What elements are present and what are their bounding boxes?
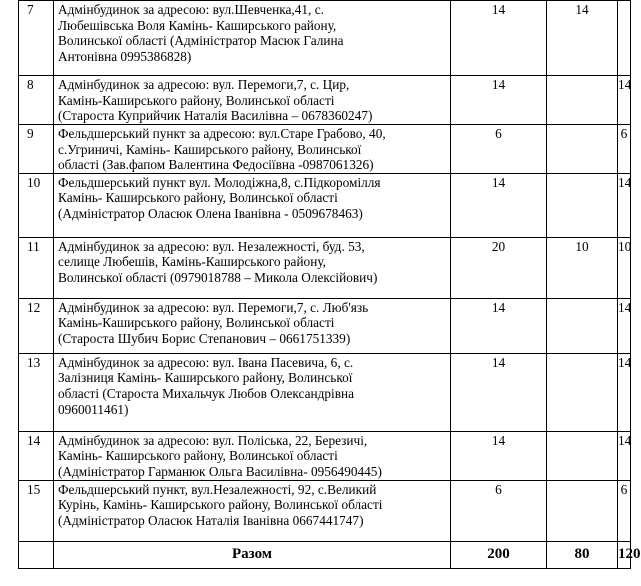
- capacity-c2: [547, 480, 618, 541]
- description-line: Фельдшерський пункт вул. Молодіжна,8, с.Підкоромілля: [58, 174, 381, 190]
- capacity-c3: 14: [618, 353, 631, 431]
- table-row: [19, 173, 631, 237]
- location-description: [54, 237, 451, 298]
- capacity-c3: [618, 1, 631, 76]
- capacity-c1: 6: [451, 480, 547, 541]
- table-row: [19, 125, 631, 174]
- description-line: Фельдшерський пункт за адресою: вул.Старе Грабово, 40,: [58, 126, 386, 141]
- location-description: [54, 76, 451, 125]
- description-line: області (Зав.фапом Валентина Федосіївна -0987061326): [58, 157, 374, 173]
- capacity-c3: 14: [618, 298, 631, 353]
- table-row: [19, 480, 631, 541]
- document-page: [18, 0, 641, 569]
- capacity-c2: [547, 298, 618, 353]
- table-row: [19, 431, 631, 480]
- description-line: Камінь-Каширського району, Волинської області: [58, 315, 335, 331]
- description-line: Волинської області (0979018788 – Микола Олексійович): [58, 269, 378, 285]
- table-row: [19, 1, 631, 76]
- description-line: Адмінбудинок за адресою: вул. Івана Пасевича, 6, с.: [58, 354, 354, 370]
- capacity-c1: 14: [451, 353, 547, 431]
- description-line: Адмінбудинок за адресою: вул. Поліська, 22, Березичі,: [58, 432, 368, 448]
- description-line: (Адміністратор Оласюк Олена Іванівна - 0509678463): [58, 205, 363, 221]
- capacity-c2: 10: [547, 237, 618, 298]
- row-number: 9: [19, 125, 54, 174]
- description-line: Камінь-Каширського району, Волинської області: [58, 92, 335, 108]
- capacity-c1: 6: [451, 125, 547, 174]
- row-number: 12: [19, 298, 54, 353]
- description-line: Фельдшерський пункт, вул.Незалежності, 92, с.Великий: [58, 481, 377, 497]
- location-description: [54, 431, 451, 480]
- capacity-c1: 14: [451, 298, 547, 353]
- capacity-c2: [547, 431, 618, 480]
- description-line: (Адміністратор Гарманюк Ольга Василівна- 0956490445): [58, 463, 382, 479]
- row-number: 15: [19, 480, 54, 541]
- description-line: Адмінбудинок за адресою: вул. Перемоги,7, с. Люб'язь: [58, 299, 369, 315]
- capacity-c2: [547, 353, 618, 431]
- capacity-c3: 14: [618, 431, 631, 480]
- description-line: області (Староста Михальчук Любов Олександрівна: [58, 385, 355, 401]
- location-description: [54, 353, 451, 431]
- location-description: [54, 480, 451, 541]
- capacity-c2: [547, 125, 618, 174]
- description-line: Курінь, Камінь- Каширського району, Волинської області: [58, 497, 383, 513]
- row-number: 10: [19, 173, 54, 237]
- description-line: селище Любешів, Камінь-Каширського району,: [58, 254, 326, 270]
- capacity-c2: [547, 76, 618, 125]
- total-col1: 200: [451, 541, 547, 568]
- location-description: [54, 173, 451, 237]
- shelter-table: [18, 0, 641, 569]
- table-row: [19, 237, 631, 298]
- description-line: Волинської області (Адміністратор Масюк Галина: [58, 33, 344, 49]
- description-line: (Адміністратор Оласюк Наталія Іванівна 0667441747): [58, 512, 364, 528]
- capacity-c3: 6: [618, 480, 631, 541]
- capacity-c1: 14: [451, 431, 547, 480]
- total-col2: 80: [547, 541, 618, 568]
- row-number: 14: [19, 431, 54, 480]
- location-description: [54, 298, 451, 353]
- capacity-c3: 14: [618, 173, 631, 237]
- total-row: [19, 541, 631, 568]
- description-line: Адмінбудинок за адресою: вул.Шевченка,41, с.: [58, 2, 324, 17]
- capacity-c3: 6: [618, 125, 631, 174]
- description-line: Камінь- Каширського району, Волинської області: [58, 190, 338, 206]
- description-line: Камінь- Каширського району, Волинської області: [58, 448, 338, 464]
- description-line: Адмінбудинок за адресою: вул. Перемоги,7, с. Цир,: [58, 77, 350, 92]
- description-line: Антонівна 0995386828): [58, 48, 192, 64]
- capacity-c1: 14: [451, 1, 547, 76]
- capacity-c2: [547, 173, 618, 237]
- table-body: [19, 1, 631, 542]
- total-col3: 120: [618, 541, 631, 568]
- table-row: [19, 76, 631, 125]
- description-line: Адмінбудинок за адресою: вул. Незалежності, буд. 53,: [58, 238, 365, 254]
- table-row: [19, 353, 631, 431]
- description-line: Любешівська Воля Камінь- Каширського району,: [58, 17, 337, 33]
- table-row: [19, 298, 631, 353]
- description-line: 0960011461): [58, 401, 129, 417]
- description-line: (Староста Шубич Борис Степанович – 0661751339): [58, 330, 351, 346]
- row-number: 11: [19, 237, 54, 298]
- description-line: (Староста Куприйчик Наталія Василівна – 0678360247): [58, 108, 373, 124]
- capacity-c3: 10: [618, 237, 631, 298]
- description-line: с.Угриничі, Камінь- Каширського району, Волинської: [58, 141, 362, 157]
- row-number: 13: [19, 353, 54, 431]
- capacity-c1: 14: [451, 173, 547, 237]
- capacity-c1: 20: [451, 237, 547, 298]
- description-line: Залізниця Камінь- Каширського району, Волинської: [58, 370, 353, 386]
- capacity-c1: 14: [451, 76, 547, 125]
- capacity-c2: 14: [547, 1, 618, 76]
- location-description: [54, 125, 451, 174]
- row-number: 7: [19, 1, 54, 76]
- capacity-c3: 14: [618, 76, 631, 125]
- total-empty-cell: [19, 541, 54, 568]
- total-label: Разом: [54, 541, 451, 568]
- location-description: [54, 1, 451, 76]
- row-number: 8: [19, 76, 54, 125]
